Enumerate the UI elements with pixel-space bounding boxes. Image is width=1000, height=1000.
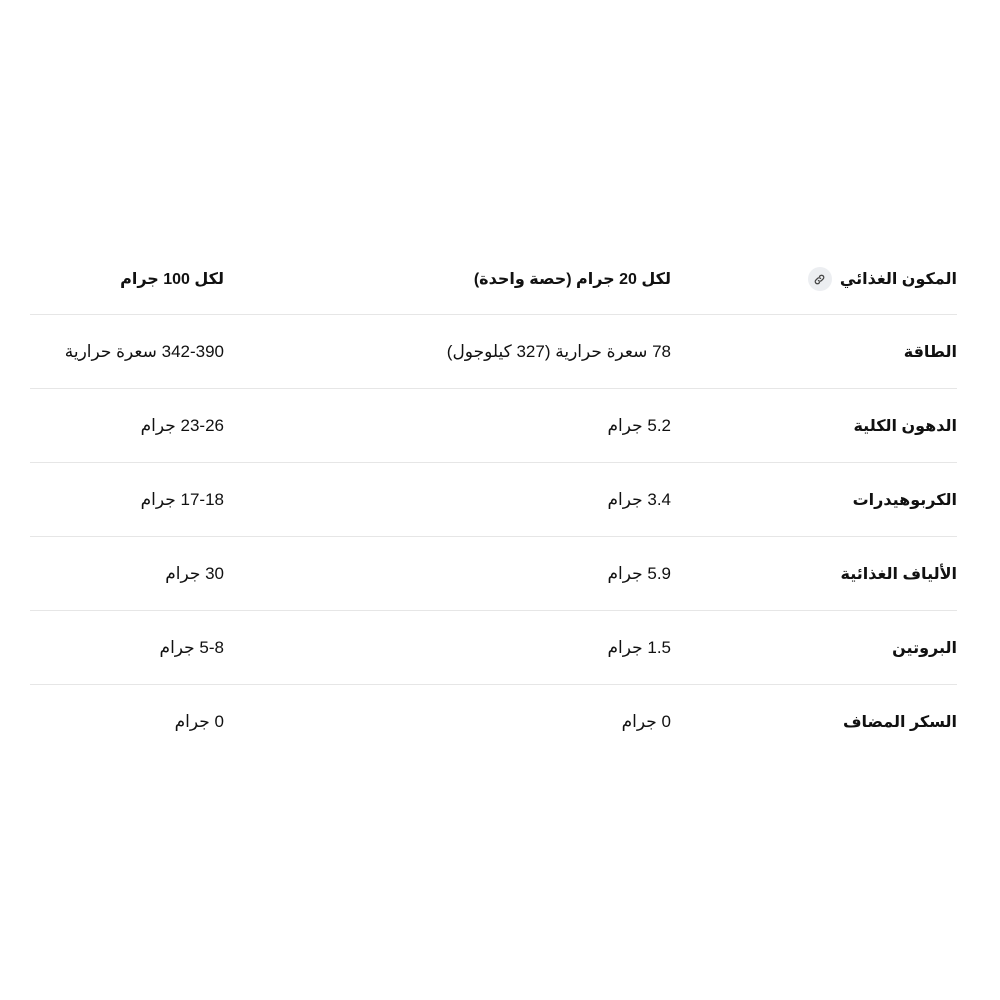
table-row xyxy=(30,611,957,685)
nutrition-table-container xyxy=(30,244,957,758)
cell-nutrient: الدهون الكلية xyxy=(671,389,957,463)
cell-per-100: 17-18 جرام xyxy=(30,463,224,537)
header-nutrient-label: المكون الغذائي xyxy=(839,271,957,288)
header-per-100: لكل 100 جرام xyxy=(30,244,224,315)
cell-per-100: 5-8 جرام xyxy=(30,611,224,685)
cell-nutrient: الألياف الغذائية xyxy=(671,537,957,611)
cell-nutrient: البروتين xyxy=(671,611,957,685)
cell-per-100: 342-390 سعرة حرارية xyxy=(30,315,224,389)
link-icon xyxy=(813,273,826,286)
table-row xyxy=(30,537,957,611)
copy-link-button[interactable] xyxy=(808,267,832,291)
table-body xyxy=(30,315,957,759)
cell-nutrient: السكر المضاف xyxy=(842,713,957,731)
header-per-serving: لكل 20 جرام (حصة واحدة) xyxy=(224,244,671,315)
cell-nutrient: الكربوهيدرات xyxy=(671,463,957,537)
table-row xyxy=(30,685,957,759)
cell-per-100: 0 جرام xyxy=(174,711,224,731)
table-row xyxy=(30,389,957,463)
header-row xyxy=(30,244,957,315)
table-header xyxy=(30,244,957,315)
table-row xyxy=(30,463,957,537)
header-nutrient-inner xyxy=(808,267,957,291)
header-nutrient xyxy=(671,244,957,315)
cell-per-serving: 5.9 جرام xyxy=(224,537,671,611)
nutrition-table xyxy=(30,244,957,758)
cell-per-serving: 3.4 جرام xyxy=(224,463,671,537)
cell-per-serving: 1.5 جرام xyxy=(224,611,671,685)
cell-per-serving: 78 سعرة حرارية (327 كيلوجول) xyxy=(224,315,671,389)
cell-per-100: 30 جرام xyxy=(30,537,224,611)
cell-per-serving: 5.2 جرام xyxy=(224,389,671,463)
cell-per-serving: 0 جرام xyxy=(621,711,671,731)
cell-nutrient: الطاقة xyxy=(671,315,957,389)
cell-per-100: 23-26 جرام xyxy=(30,389,224,463)
table-row xyxy=(30,315,957,389)
